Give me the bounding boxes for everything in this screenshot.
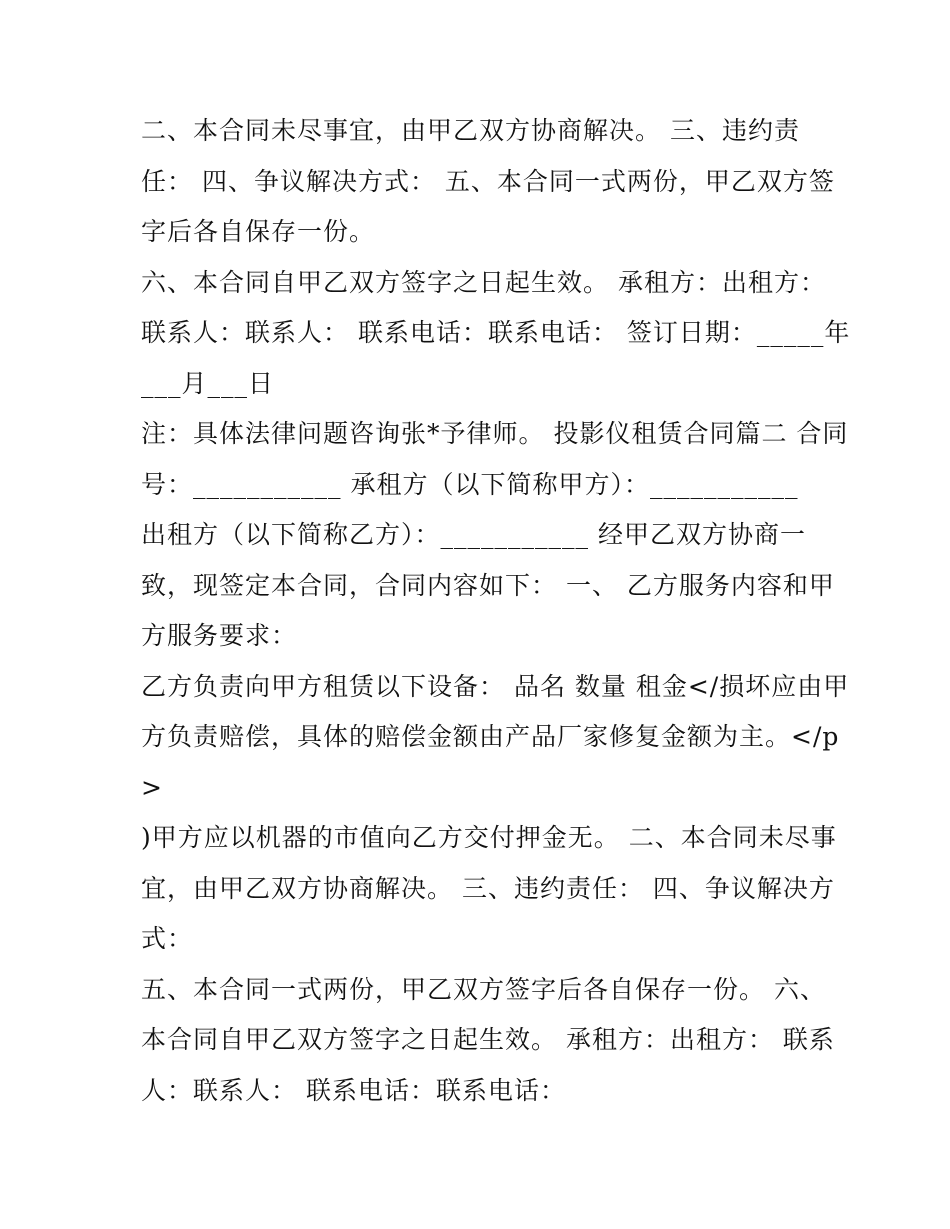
text-line: 任： 四、争议解决方式： 五、本合同一式两份，甲乙双方签 <box>141 166 835 196</box>
text-line: 字后各自保存一份。 <box>141 217 376 246</box>
text-line: 乙方负责向甲方租赁以下设备： 品名 数量 租金</损坏应由甲 <box>141 671 850 701</box>
text-line: 二、本合同未尽事宜，由甲乙双方协商解决。 三、违约责 <box>141 116 800 145</box>
text-line: 号：___________ 承租方（以下简称甲方）：___________ <box>141 469 799 499</box>
text-line: 方负责赔偿，具体的赔偿金额由产品厂家修复金额为主。</p <box>141 722 840 751</box>
text-line: ___月___日 <box>141 368 275 398</box>
text-line: 出租方（以下简称乙方）：___________ 经甲乙双方协商一 <box>141 520 806 549</box>
text-line: 人：联系人： 联系电话：联系电话： <box>141 1075 566 1105</box>
text-line: 宜，由甲乙双方协商解决。 三、违约责任： 四、争议解决方 <box>141 873 835 903</box>
text-line: 五、本合同一式两份，甲乙双方签字后各自保存一份。 六、 <box>141 974 826 1004</box>
text-line: 联系人：联系人： 联系电话：联系电话： 签订日期：_____年 <box>141 318 851 347</box>
text-line: 方服务要求： <box>141 621 298 650</box>
text-line: 注：具体法律问题咨询张*予律师。 投影仪租赁合同篇二 合同 <box>141 419 849 448</box>
text-line: 致，现签定本合同，合同内容如下： 一、 乙方服务内容和甲 <box>141 570 835 600</box>
text-line: 本合同自甲乙双方签字之日起生效。 承租方：出租方： 联系 <box>141 1025 835 1054</box>
text-line: 六、本合同自甲乙双方签字之日起生效。 承租方：出租方： <box>141 267 826 297</box>
text-line: 式： <box>141 924 194 953</box>
text-line: > <box>141 772 163 802</box>
document-body <box>141 106 851 1116</box>
text-line: )甲方应以机器的市值向乙方交付押金无。 二、本合同未尽事 <box>141 823 837 852</box>
